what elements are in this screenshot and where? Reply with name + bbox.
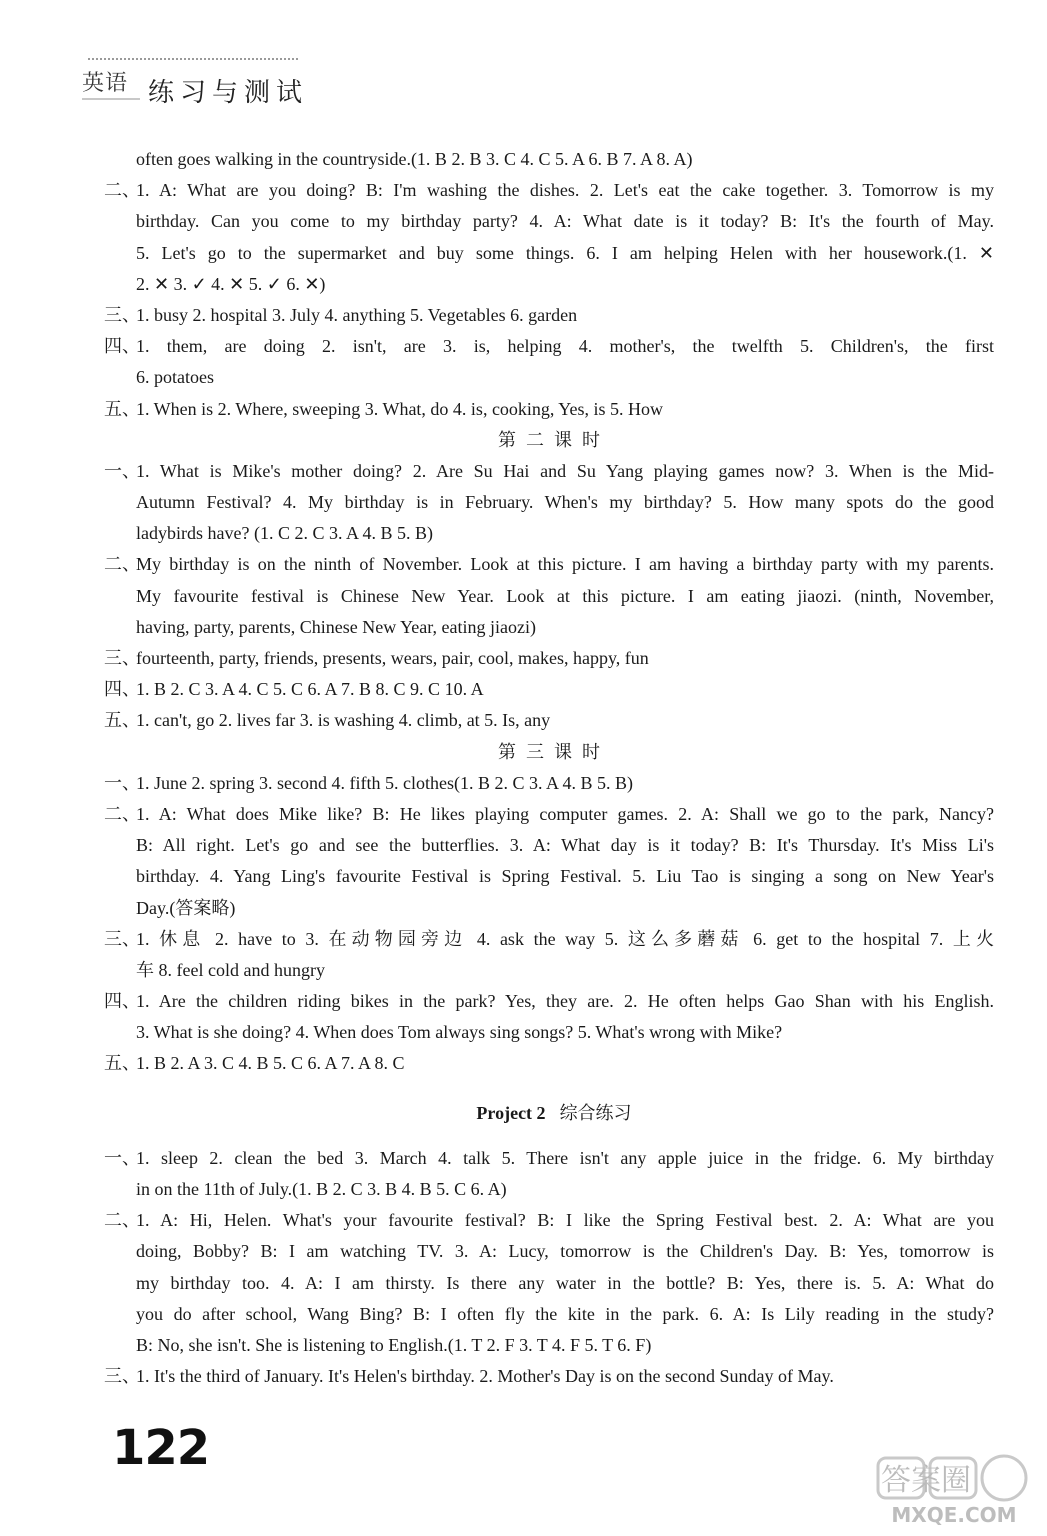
answer-text: birthday. Can you come to my birthday party? 4. A: What date is it today? B: It's the fourth of May.: [136, 211, 994, 232]
answer-line: [104, 362, 1004, 393]
answer-text: fourteenth, party, friends, presents, wears, pair, cool, makes, happy, fun: [136, 648, 649, 668]
answer-line: [104, 175, 1004, 206]
section-heading: 第二课时: [498, 429, 610, 451]
answer-text: 1. Are the children riding bikes in the park? Yes, they are. 2. He often helps Gao Shan with his English.: [136, 991, 994, 1012]
answer-text: 1. can't, go 2. lives far 3. is washing 4. climb, at 5. Is, any: [136, 710, 551, 731]
answer-line: [104, 1268, 1004, 1299]
answer-text: 5. Let's go to the supermarket and buy some things. 6. I am helping Helen with her housework.(1. ✕: [136, 242, 994, 263]
answer-line: [104, 581, 1004, 612]
answer-line: [104, 331, 1004, 362]
project-heading: [104, 1098, 1004, 1129]
answer-text: birthday. 4. Yang Ling's favourite Festival is Spring Festival. 5. Liu Tao is singing a song on New Year's: [136, 866, 994, 887]
section-marker: 一、: [104, 772, 140, 794]
answer-line: [104, 206, 1004, 237]
answer-text: having, party, parents, Chinese New Year, eating jiaozi): [136, 616, 536, 637]
project-subtitle: 综合练习: [559, 1102, 632, 1124]
answer-text: you do after school, Wang Bing? B: I often fly the kite in the park. 6. A: Is Lily reading in the study?: [136, 1303, 994, 1324]
section-marker: 三、: [104, 304, 140, 326]
answer-line: [104, 986, 1004, 1017]
watermark-url: MXQE.COM: [891, 1503, 1017, 1527]
section-marker: 三、: [104, 1366, 140, 1388]
answer-text: doing, Bobby? B: I am watching TV. 3. A: Lucy, tomorrow is the Children's Day. B: Yes, tomorrow is: [136, 1241, 994, 1262]
answer-text: 6. potatoes: [136, 367, 214, 388]
answer-line: [104, 674, 1004, 705]
answer-line: [104, 456, 1004, 487]
section-marker: 四、: [104, 679, 140, 701]
answer-line: [104, 861, 1004, 892]
answer-text: in on the 11th of July.(1. B 2. C 3. B 4. B 5. C 6. A): [136, 1179, 507, 1199]
answer-text: 1. sleep 2. clean the bed 3. March 4. talk 5. There isn't any apple juice in the fridge. 6. My birthday: [136, 1147, 994, 1168]
answer-text: 1. A: What does Mike like? B: He likes playing computer games. 2. A: Shall we go to the park, Nancy?: [136, 803, 994, 824]
project-title: Project 2: [476, 1102, 546, 1123]
answer-text: 1. A: Hi, Helen. What's your favourite festival? B: I like the Spring Festival best. 2. A: What are you: [136, 1210, 994, 1231]
section-marker: 二、: [104, 180, 140, 202]
answer-line: [104, 830, 1004, 861]
answer-text: 车 8. feel cold and hungry: [136, 959, 325, 980]
answer-text: 2. ✕ 3. ✓ 4. ✕ 5. ✓ 6. ✕): [136, 273, 326, 294]
header-underline: [82, 98, 140, 100]
answer-line: [104, 269, 1004, 300]
answer-line: [104, 1048, 1004, 1079]
answer-line: [104, 549, 1004, 580]
answer-text: Day.(答案略): [136, 897, 236, 918]
answer-text: 1. 休息 2. have to 3. 在动物园旁边 4. ask the way 5. 这么多蘑菇 6. get to the hospital 7. 上火: [136, 928, 994, 949]
answer-line: [104, 1174, 1004, 1205]
answer-line: [104, 300, 1004, 331]
answer-line: [104, 924, 1004, 955]
section-marker: 三、: [104, 648, 140, 669]
answer-key-body: [104, 144, 1004, 1392]
answer-text: often goes walking in the countryside.(1. B 2. B 3. C 4. C 5. A 6. B 7. A 8. A): [136, 149, 693, 169]
answer-line: [104, 1299, 1004, 1330]
section-marker: 四、: [104, 336, 140, 358]
answer-line: [104, 705, 1004, 736]
answer-text: 1. B 2. C 3. A 4. C 5. C 6. A 7. B 8. C 9. C 10. A: [136, 679, 484, 700]
section-marker: 一、: [104, 1147, 140, 1169]
section-marker: 五、: [104, 1053, 140, 1075]
header-dotted-rule: [88, 58, 298, 60]
answer-line: [104, 1017, 1004, 1048]
answer-line: [104, 768, 1004, 799]
answer-line: [104, 394, 1004, 425]
answer-text: 1. June 2. spring 3. second 4. fifth 5. clothes(1. B 2. C 3. A 4. B 5. B): [136, 772, 633, 793]
answer-line: [104, 1143, 1004, 1174]
answer-line: [104, 144, 1004, 175]
answer-text: Autumn Festival? 4. My birthday is in February. When's my birthday? 5. How many spots do the good: [136, 492, 994, 513]
header-title: 练习与测试: [148, 78, 309, 108]
answer-text: 1. It's the third of January. It's Helen's birthday. 2. Mother's Day is on the second Sunday of May.: [136, 1366, 834, 1387]
page-header: [82, 58, 312, 118]
answer-text: B: All right. Let's go and see the butterflies. 3. A: What day is it today? B: It's Thursday. It's Miss Li's: [136, 835, 994, 856]
answer-line: [104, 893, 1004, 924]
answer-text: 1. them, are doing 2. isn't, are 3. is, helping 4. mother's, the twelfth 5. Children's, the first: [136, 336, 994, 357]
answer-line: [104, 612, 1004, 643]
answer-text: 1. What is Mike's mother doing? 2. Are Su Hai and Su Yang playing games now? 3. When is the Mid-: [136, 460, 994, 481]
section-marker: 二、: [104, 803, 140, 825]
answer-line: [104, 955, 1004, 986]
answer-text: 1. B 2. A 3. C 4. B 5. C 6. A 7. A 8. C: [136, 1053, 405, 1074]
answer-text: 1. When is 2. Where, sweeping 3. What, do 4. is, cooking, Yes, is 5. How: [136, 398, 663, 419]
answer-line: [104, 518, 1004, 549]
answer-text: 3. What is she doing? 4. When does Tom always sing songs? 5. What's wrong with Mike?: [136, 1022, 783, 1043]
answer-text: My birthday is on the ninth of November. Look at this picture. I am having a birthday party with my parents.: [136, 554, 994, 575]
answer-text: 1. A: What are you doing? B: I'm washing the dishes. 2. Let's eat the cake together. 3. Tomorrow is my: [136, 180, 994, 201]
section-marker: 四、: [104, 991, 140, 1013]
answer-line: [104, 1361, 1004, 1392]
page-number: 122: [112, 1420, 210, 1476]
answer-text: ladybirds have? (1. C 2. C 3. A 4. B 5. B): [136, 523, 433, 544]
watermark-logo-text: 答案圈: [881, 1463, 971, 1498]
section-marker: 五、: [104, 398, 140, 420]
section-marker: 二、: [104, 1210, 140, 1232]
answer-text: my birthday too. 4. A: I am thirsty. Is there any water in the bottle? B: Yes, there is. 5. A: What do: [136, 1272, 994, 1293]
answer-line: [104, 799, 1004, 830]
header-subject: 英语: [82, 71, 129, 96]
answer-line: [104, 487, 1004, 518]
answer-line: [104, 1236, 1004, 1267]
answer-line: [104, 1330, 1004, 1361]
section-marker: 三、: [104, 928, 140, 950]
section-marker: 一、: [104, 460, 140, 482]
watermark-logo: [868, 1452, 1038, 1528]
answer-text: B: No, she isn't. She is listening to English.(1. T 2. F 3. T 4. F 5. T 6. F): [136, 1334, 652, 1355]
answer-line: [104, 643, 1004, 674]
section-marker: 五、: [104, 710, 140, 732]
section-heading: 第三课时: [498, 741, 610, 763]
section-marker: 二、: [104, 554, 140, 576]
answer-text: 1. busy 2. hospital 3. July 4. anything 5. Vegetables 6. garden: [136, 304, 578, 325]
answer-text: My favourite festival is Chinese New Year. Look at this picture. I am eating jiaozi. (ninth, November,: [136, 585, 994, 606]
answer-line: [104, 238, 1004, 269]
answer-line: [104, 1205, 1004, 1236]
